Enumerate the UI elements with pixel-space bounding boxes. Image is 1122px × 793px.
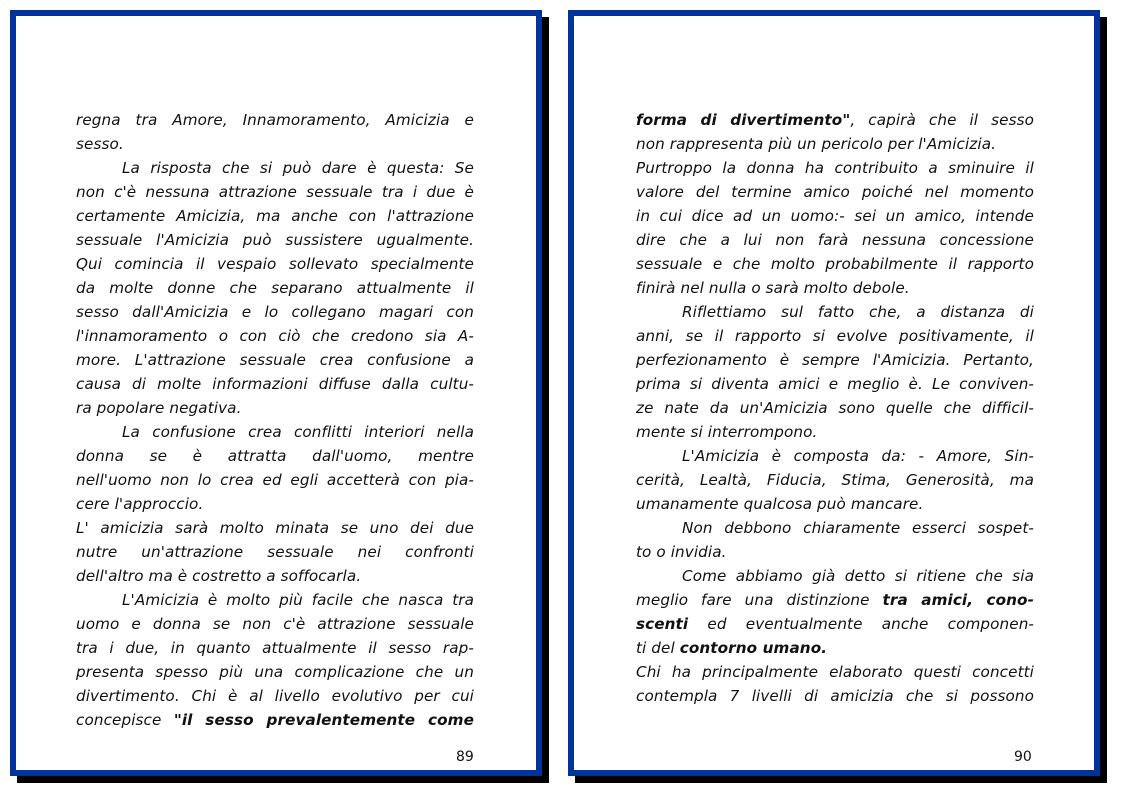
text-line: cerità, Lealtà, Fiducia, Stima, Generosità, ma: [636, 471, 1034, 489]
text-line: non rappresenta più un pericolo per l'Amicizia.: [636, 135, 997, 153]
text-line: donna se è attratta dall'uomo, mentre: [76, 447, 474, 465]
text-line: dell'altro ma è costretto a soffocarla.: [76, 567, 362, 585]
right-page-number: 90: [1014, 749, 1032, 765]
text-line: l'innamoramento o con ciò che credono sia A-: [76, 327, 474, 345]
text-line: in cui dice ad un uomo:- sei un amico, intende: [636, 207, 1034, 225]
text-line: perfezionamento è sempre l'Amicizia. Pertanto,: [636, 351, 1034, 369]
text-line: Come abbiamo già detto si ritiene che sia: [682, 567, 1034, 585]
bold-text: scenti: [636, 615, 689, 633]
text-line: sesso dall'Amicizia e lo collegano magari con: [76, 303, 474, 321]
text-line: [636, 588, 1034, 612]
bold-text: contorno umano.: [679, 639, 828, 657]
text-line: cere l'approccio.: [76, 495, 204, 513]
text-span: ed eventualmente anche componen-: [688, 615, 1034, 633]
text-line: ra popolare negativa.: [76, 399, 242, 417]
text-line: sessuale l'Amicizia può sussistere ugualmente.: [76, 231, 474, 249]
right-page: [568, 10, 1100, 776]
text-line: [636, 612, 1034, 636]
left-page: [10, 10, 542, 776]
text-line: [76, 708, 474, 732]
left-page-number: 89: [456, 749, 474, 765]
text-line: more. L'attrazione sessuale crea confusione a: [76, 351, 474, 369]
text-line: La confusione crea conflitti interiori nella: [122, 423, 474, 441]
bold-text: "il sesso prevalentemente come: [173, 711, 474, 729]
text-line: Non debbono chiaramente esserci sospet-: [682, 519, 1034, 537]
text-line: L'Amicizia è composta da: - Amore, Sin-: [682, 447, 1034, 465]
text-line: prima si diventa amici e meglio è. Le conviven-: [636, 375, 1034, 393]
text-line: Qui comincia il vespaio sollevato specialmente: [76, 255, 474, 273]
text-line: Purtroppo la donna ha contribuito a sminuire il: [636, 159, 1034, 177]
text-line: sessuale e che molto probabilmente il rapporto: [636, 255, 1034, 273]
bold-text: tra amici, cono-: [882, 591, 1034, 609]
left-page-text: [76, 108, 474, 732]
text-line: nutre un'attrazione sessuale nei confronti: [76, 543, 474, 561]
text-span: concepisce: [76, 711, 174, 729]
text-line: ze nate da un'Amicizia sono quelle che difficil-: [636, 399, 1034, 417]
text-line: [636, 108, 1034, 132]
text-line: regna tra Amore, Innamoramento, Amicizia e: [76, 111, 474, 129]
text-line: presenta spesso più una complicazione che un: [76, 663, 474, 681]
right-page-text: [636, 108, 1034, 708]
text-line: L' amicizia sarà molto minata se uno dei due: [76, 519, 474, 537]
bold-text: forma di divertimento": [636, 111, 851, 129]
text-line: nell'uomo non lo crea ed egli accetterà con pia-: [76, 471, 474, 489]
text-line: non c'è nessuna attrazione sessuale tra i due è: [76, 183, 474, 201]
text-line: [636, 636, 1034, 660]
text-span: meglio fare una distinzione: [636, 591, 883, 609]
text-line: divertimento. Chi è al livello evolutivo per cui: [76, 687, 474, 705]
text-line: umanamente qualcosa può mancare.: [636, 495, 924, 513]
text-line: dire che a lui non farà nessuna concessione: [636, 231, 1034, 249]
text-line: uomo e donna se non c'è attrazione sessuale: [76, 615, 474, 633]
text-line: causa di molte informazioni diffuse dalla cultu-: [76, 375, 474, 393]
text-line: La risposta che si può dare è questa: Se: [122, 159, 474, 177]
text-line: to o invidia.: [636, 543, 727, 561]
text-line: sesso.: [76, 135, 124, 153]
text-span: , capirà che il sesso: [850, 111, 1034, 129]
text-span: ti del: [636, 639, 680, 657]
text-line: Riflettiamo sul fatto che, a distanza di: [682, 303, 1034, 321]
text-line: anni, se il rapporto si evolve positivamente, il: [636, 327, 1034, 345]
text-line: L'Amicizia è molto più facile che nasca tra: [122, 591, 474, 609]
text-line: tra i due, in quanto attualmente il sesso rap-: [76, 639, 474, 657]
text-line: finirà nel nulla o sarà molto debole.: [636, 279, 910, 297]
text-line: certamente Amicizia, ma anche con l'attrazione: [76, 207, 474, 225]
text-line: valore del termine amico poiché nel momento: [636, 183, 1034, 201]
text-line: mente si interrompono.: [636, 423, 818, 441]
text-line: contempla 7 livelli di amicizia che si possono: [636, 687, 1034, 705]
text-line: Chi ha principalmente elaborato questi concetti: [636, 663, 1034, 681]
text-line: da molte donne che separano attualmente il: [76, 279, 474, 297]
